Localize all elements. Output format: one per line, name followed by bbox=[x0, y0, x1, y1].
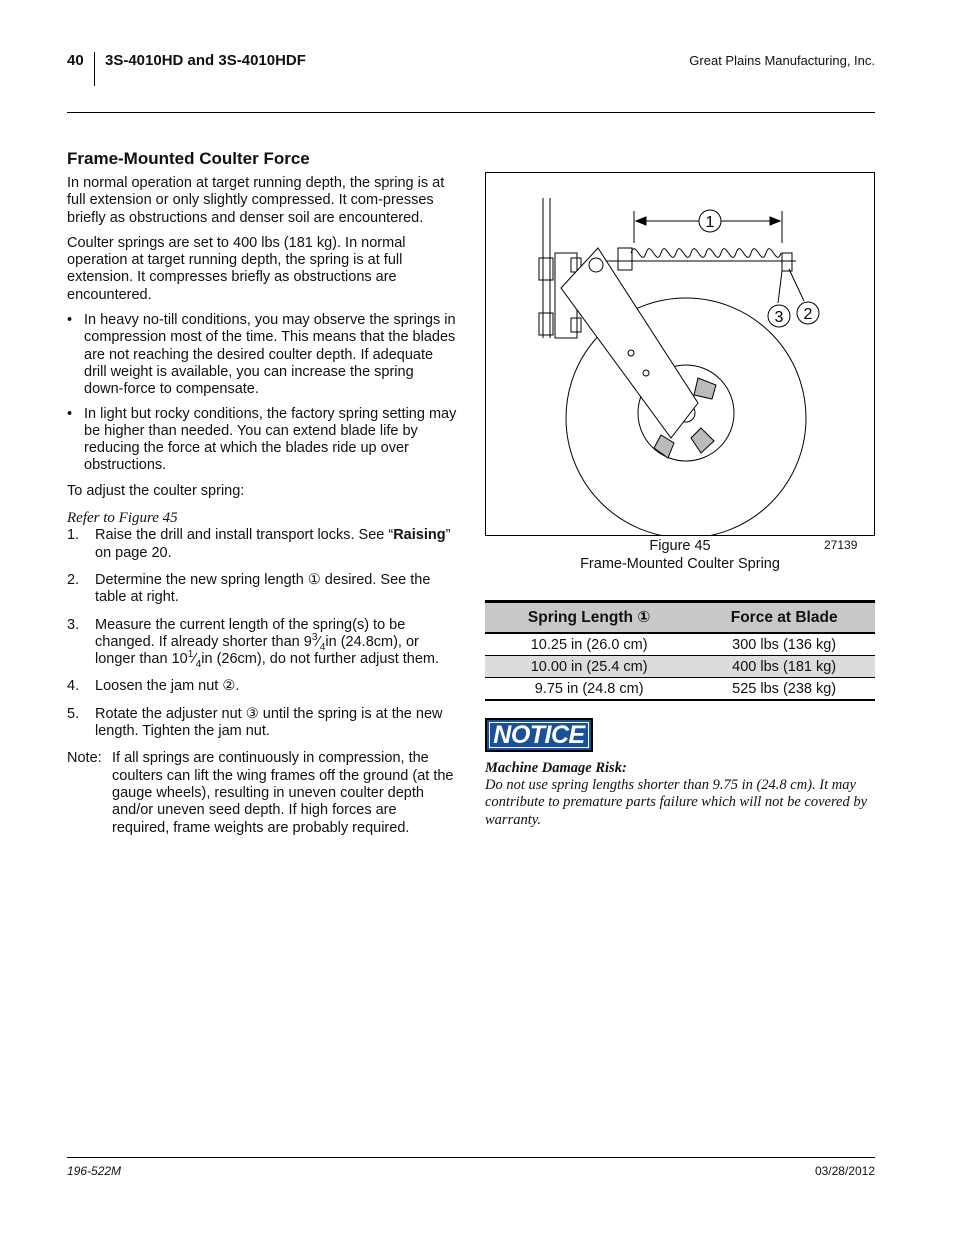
adjust-steps bbox=[67, 527, 457, 740]
step-item: 1. Raise the drill and install transport locks. See “Raising” on page 20. bbox=[67, 527, 451, 561]
notice-message: Do not use spring lengths shorter than 9.75 in (24.8 cm). It may contribute to premature parts failure which will not be covered by warranty. bbox=[485, 777, 868, 828]
section-title: Frame-Mounted Coulter Force bbox=[67, 149, 310, 168]
list-item: • In heavy no-till conditions, you may observe the springs in compression most of the time. This means that the blades are not reaching the desired coulter depth. If adequate drill weight is available, you can increase the spring down-force to compensate. bbox=[67, 312, 456, 398]
notice-body bbox=[485, 760, 875, 829]
col-spring-length: Spring Length ① bbox=[485, 602, 693, 634]
spring-force-table bbox=[485, 600, 875, 701]
figure-caption bbox=[485, 538, 875, 573]
callout-2: 2 bbox=[803, 306, 813, 323]
note bbox=[67, 750, 457, 836]
figure-45-frame bbox=[485, 172, 875, 536]
raising-link: Raising bbox=[393, 527, 446, 544]
bullet-icon: • bbox=[67, 405, 73, 422]
step-item: 3. Measure the current length of the spring(s) to be changed. If already shorter than $9^3⁄_4in$ (24.8cm), or longer than $10^1⁄_4in$ (26cm), do not further adjust them. bbox=[67, 616, 440, 671]
adjust-intro: To adjust the coulter spring: bbox=[67, 482, 245, 499]
spring-setting-paragraph: Coulter springs are set to 400 lbs (181 kg). In normal operation at target running depth, the spring is at full extension. It compresses briefly as obstructions are encountered. bbox=[67, 234, 406, 303]
condition-list bbox=[67, 312, 457, 475]
figure-label: Figure 45 bbox=[649, 538, 711, 554]
notice-label: NOTICE bbox=[493, 721, 585, 749]
callout-1: 1 bbox=[705, 214, 715, 231]
intro-paragraph: In normal operation at target running depth, the spring is at full extension or only slightly compressed. It com-presses briefly as obstructions and denser soil are encountered. bbox=[67, 175, 445, 226]
figure-id: 27139 bbox=[824, 538, 858, 552]
table-header-row bbox=[485, 602, 875, 634]
notice-badge bbox=[485, 718, 593, 752]
document-number: 196-522M bbox=[67, 1164, 122, 1178]
table-row: 9.75 in (24.8 cm) 525 lbs (238 kg) bbox=[485, 678, 875, 701]
coulter-arm bbox=[561, 248, 698, 438]
figure-reference: Refer to Figure 45 bbox=[67, 510, 178, 527]
spring bbox=[606, 248, 796, 271]
note-label: Note: bbox=[67, 750, 102, 767]
list-item: • In light but rocky conditions, the factory spring setting may be higher than needed. You can extend blade life by reducing the force at which the blades ride up over obstructions. bbox=[67, 405, 457, 474]
step-item: 2. Determine the new spring length ① desired. See the table at right. bbox=[67, 571, 431, 606]
company-name: Great Plains Manufacturing, Inc. bbox=[689, 53, 875, 68]
table-row: 10.25 in (26.0 cm) 300 lbs (136 kg) bbox=[485, 633, 875, 656]
notice-heading: Machine Damage Risk: bbox=[485, 760, 627, 776]
frame-rail bbox=[539, 198, 553, 338]
col-force-at-blade: Force at Blade bbox=[693, 602, 875, 634]
bullet-icon: • bbox=[67, 312, 73, 329]
publish-date: 03/28/2012 bbox=[814, 1164, 875, 1178]
left-column bbox=[67, 148, 457, 837]
callout-3: 3 bbox=[774, 309, 784, 326]
footer-rule bbox=[67, 1157, 875, 1158]
step-item: 4. Loosen the jam nut ②. bbox=[67, 678, 240, 695]
note-text: If all springs are continuously in compression, the coulters can lift the wing frames off the ground (at the gauge wheels), resulting in uneven coulter depth and/or uneven seed depth. If high forces are required, frame weights are probably required. bbox=[112, 750, 454, 836]
step-item: 5. Rotate the adjuster nut ③ until the spring is at the new length. Tighten the jam nut. bbox=[67, 705, 443, 740]
header-rule bbox=[67, 112, 875, 113]
table-row: 10.00 in (25.4 cm) 400 lbs (181 kg) bbox=[485, 656, 875, 678]
coulter-spring-diagram bbox=[486, 173, 874, 535]
figure-title: Frame-Mounted Coulter Spring bbox=[580, 555, 780, 572]
page-number: 40 bbox=[67, 52, 84, 69]
model-title: 3S-4010HD and 3S-4010HDF bbox=[105, 52, 306, 69]
header-divider bbox=[94, 52, 95, 86]
